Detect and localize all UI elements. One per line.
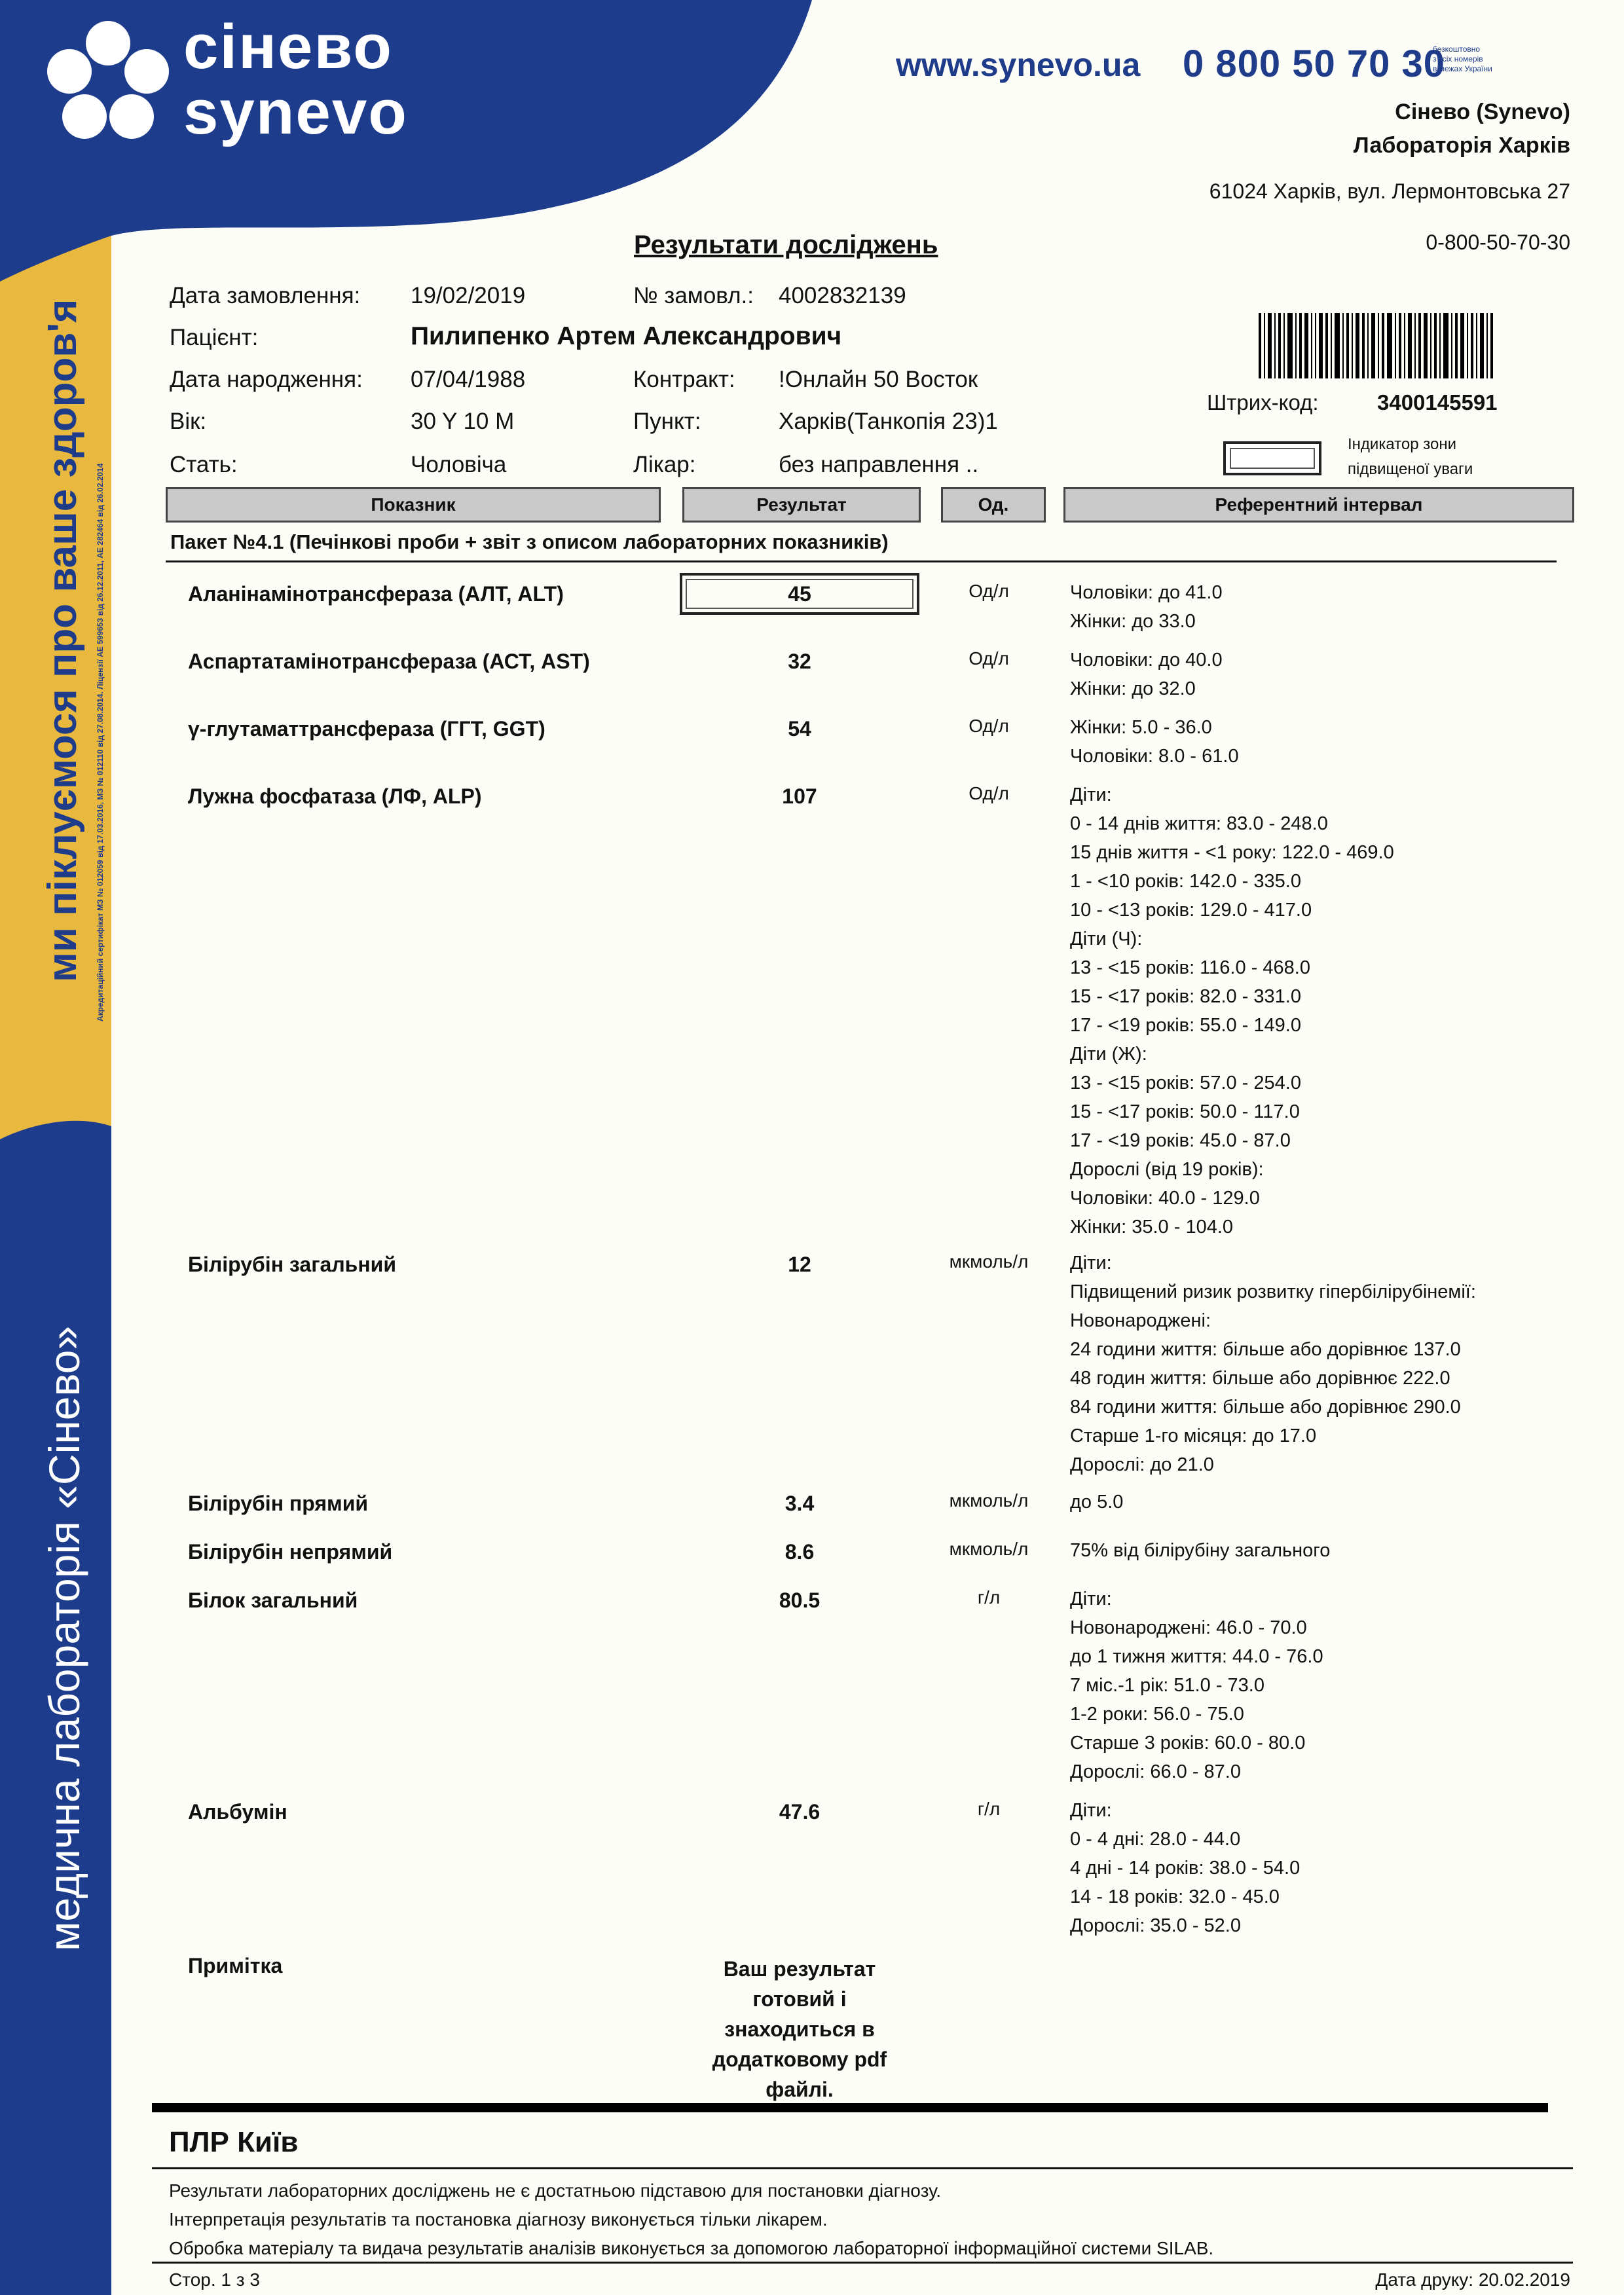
reference-line: Старше 3 років: 60.0 - 80.0 bbox=[1070, 1733, 1306, 1753]
reference-line: Чоловіки: до 41.0 bbox=[1070, 582, 1223, 603]
test-reference-interval bbox=[1070, 1488, 1123, 1516]
reference-line: 14 - 18 років: 32.0 - 45.0 bbox=[1070, 1886, 1280, 1907]
test-unit: Од/л bbox=[969, 581, 1009, 601]
test-unit: мкмоль/л bbox=[949, 1539, 1029, 1559]
reference-line: Новонароджені: bbox=[1070, 1310, 1211, 1331]
reference-line: Підвищений ризик розвитку гіпербілірубінемії: bbox=[1070, 1281, 1476, 1302]
attention-indicator-note bbox=[1348, 432, 1473, 482]
lab-name-vertical: медична лабораторія «Сінево» bbox=[40, 1325, 88, 1951]
reference-line: 0 - 14 днів життя: 83.0 - 248.0 bbox=[1070, 813, 1328, 834]
reference-line: 7 міс.-1 рік: 51.0 - 73.0 bbox=[1070, 1675, 1264, 1696]
reference-line: Діти: bbox=[1070, 1253, 1112, 1274]
reference-line: 13 - <15 років: 116.0 - 468.0 bbox=[1070, 957, 1310, 978]
reference-line: Чоловіки: 8.0 - 61.0 bbox=[1070, 746, 1239, 767]
page-title: Результати досліджень bbox=[634, 230, 938, 259]
order-number: 4002832139 bbox=[779, 283, 906, 308]
disclaimer-line: Обробка матеріалу та видача результатів аналізів виконується за допомогою лабораторної інформаційної системи SILAB. bbox=[169, 2238, 1214, 2258]
test-unit: мкмоль/л bbox=[949, 1490, 1029, 1511]
test-reference-interval bbox=[1070, 1585, 1323, 1786]
note-line: Ваш результат bbox=[723, 1957, 876, 1981]
test-result: 47.6 bbox=[779, 1800, 821, 1824]
footer-rule-bottom bbox=[152, 2262, 1573, 2264]
reference-line: Діти (Ч): bbox=[1070, 928, 1143, 949]
col-header-result: Результат bbox=[682, 487, 921, 523]
reference-line: Дорослі: 35.0 - 52.0 bbox=[1070, 1915, 1241, 1936]
reference-line: 4 дні - 14 років: 38.0 - 54.0 bbox=[1070, 1858, 1301, 1879]
reference-line: 15 - <17 років: 82.0 - 331.0 bbox=[1070, 986, 1301, 1007]
dob-label: Дата народження: bbox=[170, 367, 363, 392]
reference-line: Жінки: 5.0 - 36.0 bbox=[1070, 717, 1212, 738]
age-label: Вік: bbox=[170, 409, 207, 434]
test-unit: г/л bbox=[977, 1799, 1001, 1819]
lab-phone: 0-800-50-70-30 bbox=[1426, 230, 1570, 254]
lab-name: Сінево (Synevo) bbox=[1395, 100, 1570, 124]
note-line: знаходиться в bbox=[724, 2017, 875, 2041]
reference-line: 75% від білірубіну загального bbox=[1070, 1540, 1331, 1561]
reference-line: Жінки: 35.0 - 104.0 bbox=[1070, 1217, 1234, 1238]
lab-address: 61024 Харків, вул. Лермонтовська 27 bbox=[1209, 179, 1570, 203]
contract: !Онлайн 50 Восток bbox=[779, 367, 978, 392]
doctor-label: Лікар: bbox=[633, 452, 696, 477]
dob: 07/04/1988 bbox=[411, 367, 526, 392]
hotline-phone: 0 800 50 70 30 bbox=[1183, 43, 1446, 85]
test-result: 80.5 bbox=[779, 1588, 821, 1612]
test-unit: Од/л bbox=[969, 716, 1009, 736]
indicator-note-line: Індикатор зони bbox=[1348, 435, 1457, 453]
reference-line: 10 - <13 років: 129.0 - 417.0 bbox=[1070, 900, 1312, 921]
reference-line: 15 днів життя - <1 року: 122.0 - 469.0 bbox=[1070, 842, 1394, 863]
reference-line: Чоловіки: 40.0 - 129.0 bbox=[1070, 1188, 1260, 1209]
patient-name: Пилипенко Артем Александрович bbox=[411, 322, 842, 350]
footer-thick-rule bbox=[152, 2103, 1548, 2112]
doctor: без направлення .. bbox=[779, 452, 979, 477]
logo-text-ua: сінево bbox=[183, 12, 393, 82]
barcode-image bbox=[1259, 313, 1494, 378]
reference-line: Дорослі: до 21.0 bbox=[1070, 1454, 1214, 1475]
col-header-ref: Референтний інтервал bbox=[1063, 487, 1574, 523]
page-number: Стор. 1 з 3 bbox=[169, 2269, 260, 2290]
note-line: додатковому pdf bbox=[712, 2047, 887, 2071]
order-number-label: № замовл.: bbox=[633, 283, 754, 308]
note-text bbox=[688, 1954, 911, 2104]
reference-line: 17 - <19 років: 55.0 - 149.0 bbox=[1070, 1015, 1301, 1036]
collection-point: Харків(Танкопія 23)1 bbox=[779, 409, 998, 434]
test-reference-interval bbox=[1070, 578, 1223, 636]
test-reference-interval bbox=[1070, 646, 1223, 703]
test-result-flagged: 45 bbox=[788, 582, 811, 606]
attention-indicator-box bbox=[1223, 441, 1321, 475]
test-result: 8.6 bbox=[784, 1540, 815, 1564]
test-unit: Од/л bbox=[969, 648, 1009, 669]
note-line: файлі. bbox=[766, 2078, 834, 2101]
test-name: Аланінамінотрансфераза (АЛТ, ALT) bbox=[188, 582, 564, 606]
reference-line: Діти: bbox=[1070, 1588, 1112, 1609]
reference-line: Діти (Ж): bbox=[1070, 1044, 1147, 1065]
reference-line: Новонароджені: 46.0 - 70.0 bbox=[1070, 1617, 1307, 1638]
reference-line: Дорослі (від 19 років): bbox=[1070, 1159, 1264, 1180]
test-unit: Од/л bbox=[969, 783, 1009, 803]
reference-line: 48 годин життя: більше або дорівнює 222.0 bbox=[1070, 1368, 1450, 1389]
logo-text-en: synevo bbox=[183, 77, 408, 147]
test-result: 107 bbox=[782, 784, 817, 808]
slogan-vertical: ми піклуємося про ваше здоров'я bbox=[40, 299, 85, 982]
reference-line: Діти: bbox=[1070, 1800, 1112, 1821]
test-name: γ-глутаматтрансфераза (ГГТ, GGT) bbox=[188, 717, 545, 741]
reference-line: Старше 1-го місяця: до 17.0 bbox=[1070, 1425, 1317, 1446]
hotline-note-line: з усіх номерів bbox=[1433, 54, 1483, 64]
test-result: 3.4 bbox=[784, 1492, 815, 1515]
sex-label: Стать: bbox=[170, 452, 238, 477]
hotline-note bbox=[1433, 45, 1492, 74]
col-header-unit: Од. bbox=[941, 487, 1046, 523]
package-divider bbox=[166, 560, 1557, 562]
indicator-note-line: підвищеної уваги bbox=[1348, 460, 1473, 478]
test-unit: мкмоль/л bbox=[949, 1251, 1029, 1272]
reference-line: до 1 тижня життя: 44.0 - 76.0 bbox=[1070, 1646, 1323, 1667]
test-name: Альбумін bbox=[188, 1800, 287, 1824]
reference-line: Чоловіки: до 40.0 bbox=[1070, 650, 1223, 670]
age: 30 Y 10 M bbox=[411, 409, 515, 434]
order-date-label: Дата замовлення: bbox=[170, 283, 361, 308]
test-name: Білірубін прямий bbox=[188, 1492, 369, 1515]
reference-line: 84 години життя: більше або дорівнює 290.0 bbox=[1070, 1397, 1461, 1418]
test-reference-interval bbox=[1070, 1249, 1476, 1479]
reference-line: 0 - 4 дні: 28.0 - 44.0 bbox=[1070, 1829, 1241, 1850]
test-name: Лужна фосфатаза (ЛФ, ALP) bbox=[188, 784, 482, 808]
reference-line: 1 - <10 років: 142.0 - 335.0 bbox=[1070, 871, 1301, 892]
reference-line: 1-2 роки: 56.0 - 75.0 bbox=[1070, 1704, 1244, 1725]
test-reference-interval bbox=[1070, 1536, 1330, 1565]
sex: Чоловіча bbox=[411, 452, 507, 477]
note-label: Примітка bbox=[188, 1954, 283, 1977]
reference-line: 24 години життя: більше або дорівнює 137.0 bbox=[1070, 1339, 1461, 1360]
test-reference-interval bbox=[1070, 1796, 1300, 1940]
reference-line: 13 - <15 років: 57.0 - 254.0 bbox=[1070, 1073, 1301, 1093]
reference-line: 17 - <19 років: 45.0 - 87.0 bbox=[1070, 1130, 1291, 1151]
footer-lab: ПЛР Київ bbox=[169, 2126, 299, 2158]
test-name: Білок загальний bbox=[188, 1588, 358, 1612]
print-date: Дата друку: 20.02.2019 bbox=[1375, 2269, 1570, 2290]
reference-line: Жінки: до 33.0 bbox=[1070, 611, 1196, 632]
website-link[interactable]: www.synevo.ua bbox=[896, 46, 1141, 83]
package-title: Пакет №4.1 (Печінкові проби + звіт з описом лабораторних показників) bbox=[170, 530, 889, 553]
test-name: Білірубін загальний bbox=[188, 1253, 396, 1276]
test-reference-interval bbox=[1070, 713, 1239, 771]
accreditation-vertical: Акредитаційний сертифікат МЗ № 012059 від 17.03.2016, МЗ № 012110 від 27.08.2014. Ліцензії АЕ 599653 від 26.12.2011, АЕ 282464 від 26.02.2014 bbox=[96, 463, 105, 1021]
test-unit: г/л bbox=[977, 1587, 1001, 1607]
test-name: Аспартатамінотрансфераза (АСТ, AST) bbox=[188, 650, 590, 673]
col-header-name: Показник bbox=[166, 487, 661, 523]
reference-line: 15 - <17 років: 50.0 - 117.0 bbox=[1070, 1101, 1300, 1122]
reference-line: Дорослі: 66.0 - 87.0 bbox=[1070, 1761, 1241, 1782]
hotline-note-line: в межах України bbox=[1433, 64, 1492, 73]
point-label: Пункт: bbox=[633, 409, 701, 434]
hotline-note-line: безкоштовно bbox=[1433, 45, 1481, 54]
contract-label: Контракт: bbox=[633, 367, 735, 392]
order-date: 19/02/2019 bbox=[411, 283, 526, 308]
barcode-number: 3400145591 bbox=[1377, 390, 1498, 414]
disclaimer-line: Інтерпретація результатів та постановка діагнозу виконується тільки лікарем. bbox=[169, 2209, 828, 2230]
disclaimer-line: Результати лабораторних досліджень не є достатньою підставою для постановки діагнозу. bbox=[169, 2180, 942, 2201]
test-reference-interval bbox=[1070, 780, 1394, 1241]
footer-rule bbox=[152, 2167, 1573, 2169]
reference-line: Жінки: до 32.0 bbox=[1070, 678, 1196, 699]
reference-line: Діти: bbox=[1070, 784, 1112, 805]
test-result: 12 bbox=[788, 1253, 811, 1276]
test-result: 32 bbox=[788, 650, 811, 673]
test-result: 54 bbox=[788, 717, 811, 741]
patient-label: Пацієнт: bbox=[170, 325, 259, 350]
barcode-label: Штрих-код: bbox=[1207, 390, 1319, 414]
lab-branch: Лабораторія Харків bbox=[1353, 133, 1570, 158]
note-line: готовий і bbox=[752, 1987, 847, 2011]
reference-line: до 5.0 bbox=[1070, 1492, 1124, 1513]
test-name: Білірубін непрямий bbox=[188, 1540, 393, 1564]
